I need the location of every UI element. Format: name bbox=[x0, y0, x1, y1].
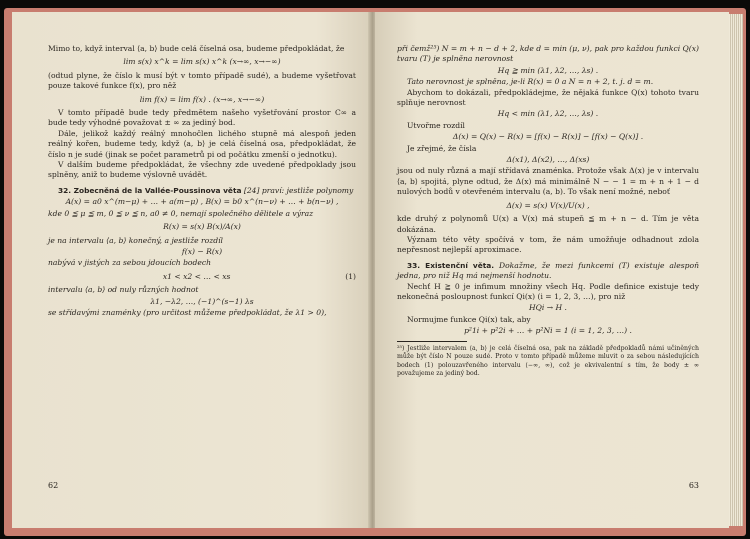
equation: Hq ≧ min (λ1, λ2, …, λs) . bbox=[497, 65, 599, 75]
paragraph: kde druhý z polynomů U(x) a V(x) má stupeň ≦ m + n − d. Tím je věta dokázána. bbox=[397, 214, 699, 234]
footnote: ²⁵) Jestliže intervalem ⟨a, b⟩ je celá číselná osa, pak na základě předpokladů námi učiněných může být číslo N pouze sudé. Proto v tomto případě můžeme mluvit o za sebou následujících bodech (1) polouzavřeného intervalu ⟨−∞, ∞), což je ekvivalentní s tím, že body ± ∞ považujeme za jediný bod. bbox=[397, 344, 699, 378]
equation: λ1, −λ2, …, (−1)^(s−1) λs bbox=[150, 296, 254, 306]
paragraph: Nechť H ≧ 0 je infimum množiny všech Hq. Podle definice existuje tedy nekonečná posloupnost funkcí Qi(x) (i = 1, 2, 3, …), pro niž bbox=[397, 281, 699, 301]
section-text: Dokažme, že mezi funkcemi (T) existuje alespoň jedna, pro niž Hq má nejmenší hodnotu. bbox=[397, 260, 699, 281]
equation: lim f(x) = lim f(x) . (x→∞, x→−∞) bbox=[139, 94, 265, 104]
paragraph: Abychom to dokázali, předpokládejme, že nějaká funkce Q(x) tohoto tvaru splňuje nerovnost bbox=[397, 87, 699, 108]
text-line: intervalu ⟨a, b⟩ od nuly různých hodnot bbox=[48, 285, 199, 295]
text-line: je na intervalu ⟨a, b⟩ konečný, a jestliže rozdíl bbox=[48, 235, 223, 245]
equation: HQi → H . bbox=[529, 303, 567, 313]
text-line: nabývá v jistých za sebou jdoucích bodech bbox=[48, 258, 212, 268]
footnote-rule bbox=[397, 341, 467, 342]
equation: lim s(x) x^k = lim s(x) x^k (x→∞, x→−∞) bbox=[123, 57, 281, 67]
text-line: Utvořme rozdíl bbox=[407, 120, 465, 130]
text-line: kde 0 ≦ μ ≦ m, 0 ≦ ν ≦ n, a0 ≠ 0, nemají společného dělitele a výraz bbox=[48, 208, 314, 218]
right-page bbox=[375, 12, 729, 528]
equation: Δ(x) = s(x) V(x)/U(x) , bbox=[506, 200, 590, 210]
section-text: [24] praví: jestliže polynomy bbox=[243, 185, 354, 195]
left-page bbox=[12, 12, 370, 528]
section-33 bbox=[397, 261, 699, 282]
equation: Hq < min (λ1, λ2, …, λs) . bbox=[497, 109, 599, 119]
text-line: Tato nerovnost je splněna, je-li R(x) = 0 a N = n + 2, t. j. d = m. bbox=[407, 77, 654, 87]
equation: Δ(x) = Q(x) − R(x) = [f(x) − R(x)] − [f(x) − Q(x)] . bbox=[452, 132, 644, 142]
text-line: Normujme funkce Qi(x) tak, aby bbox=[407, 314, 531, 324]
paragraph: jsou od nuly různá a mají střídavá znaménka. Protože však Δ(x) je v intervalu ⟨a, b⟩ spojitá, plyne odtud, že Δ(x) má minimálně N − − 1 = m + n + 1 − d nulových bodů v otevřeném intervalu (a, b). To však není možné, neboť bbox=[397, 166, 699, 197]
text-line: Je zřejmé, že čísla bbox=[407, 143, 477, 153]
page-number: 62 bbox=[48, 481, 59, 490]
equation: f(x) − R(x) bbox=[181, 246, 223, 256]
paragraph: V dalším budeme předpokládat, že všechny zde uvedené předpoklady jsou splněny, aniž to budeme výslovně uvádět. bbox=[48, 160, 356, 180]
equation: x1 < x2 < … < xs bbox=[162, 271, 231, 281]
numbered-equation bbox=[48, 272, 356, 282]
text-line: při čemž²⁵) N = m + n − d + 2, kde d = min (μ, ν), pak pro každou funkci Q(x) tvaru (T) je splněna nerovnost bbox=[397, 44, 699, 64]
paragraph: Dále, jelikož každý reálný mnohočlen lichého stupně má alespoň jeden reálný kořen, budeme tedy, když ⟨a, b⟩ je celá číselná osa, předpokládat, že číslo n je sudé (jinak se počet parametrů pi od počátku zmenší o jednotku). bbox=[48, 128, 356, 159]
paragraph: (odtud plyne, že číslo k musí být v tomto případě sudé), a budeme vyšetřovat pouze takové funkce f(x), pro něž bbox=[48, 70, 356, 91]
paragraph: Mimo to, když interval ⟨a, b⟩ bude celá číselná osa, budeme předpokládat, že bbox=[48, 44, 345, 53]
paragraph: Význam této věty spočívá v tom, že nám umožňuje odhadnout zdola nepřesnost nejlepší aproximace. bbox=[397, 234, 699, 255]
text-line: se střídavými znaménky (pro určitost můžeme předpokládat, že λ1 > 0), bbox=[48, 307, 327, 317]
page-edges bbox=[729, 14, 743, 526]
section-32 bbox=[48, 186, 356, 196]
equation: Δ(x1), Δ(x2), …, Δ(xs) bbox=[506, 155, 590, 165]
equation: R(x) = s(x) B(x)/A(x) bbox=[163, 222, 241, 232]
page-number: 63 bbox=[688, 481, 699, 490]
equation: p²1i + p²2i + … + p²Ni = 1 (i = 1, 2, 3, …) . bbox=[464, 326, 632, 336]
section-heading: 33. Existenční věta. bbox=[407, 260, 495, 270]
equation-number: (1) bbox=[345, 271, 356, 281]
section-heading: 32. Zobecněná de la Vallée-Poussinova věta bbox=[58, 185, 242, 195]
paragraph: V tomto případě bude tedy předmětem našeho vyšetřování prostor C∞ a bude tedy výhodné považovat ± ∞ za jediný bod. bbox=[48, 108, 356, 128]
equation: A(x) = a0 x^(m−μ) + … + a(m−μ) , B(x) = b0 x^(n−ν) + … + b(n−ν) , bbox=[65, 197, 339, 207]
